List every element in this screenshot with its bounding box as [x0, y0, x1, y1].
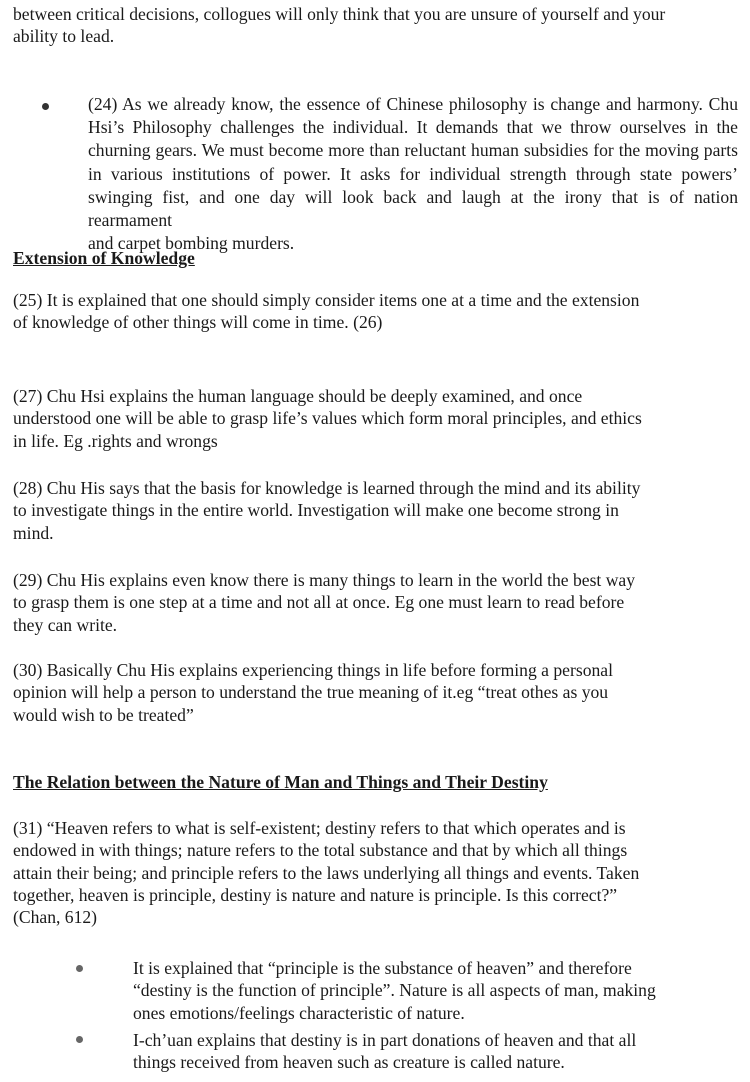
text-line: would wish to be treated” — [13, 704, 194, 725]
paragraph-28 — [13, 477, 738, 544]
text-line: between critical decisions, collogues will only think that you are unsure of yourself and your — [13, 4, 666, 24]
text-line: swinging fist, and one day will look back and laugh at the irony that is of nation rearmament — [88, 186, 738, 231]
text-line: (Chan, 612) — [13, 907, 98, 928]
text-line: (24) As we already know, the essence of Chinese philosophy is change and harmony. Chu — [88, 94, 738, 114]
bullet-item — [133, 957, 738, 1024]
text-line: (25) It is explained that one should simply consider items one at a time and the extension — [13, 290, 640, 310]
bullet-icon — [76, 965, 83, 972]
text-line: to grasp them is one step at a time and not all at once. Eg one must learn to read before — [13, 592, 625, 613]
text-line: (27) Chu Hsi explains the human language should be deeply examined, and once — [13, 386, 583, 406]
paragraph-30 — [13, 659, 738, 726]
text-line: opinion will help a person to understand the true meaning of it.eg “treat othes as you — [13, 682, 609, 703]
paragraph-24 — [88, 93, 738, 255]
text-line: I-ch’uan explains that destiny is in part donations of heaven and that all — [133, 1030, 637, 1050]
text-line: they can write. — [13, 614, 118, 635]
text-line: together, heaven is principle, destiny is nature and nature is principle. Is this correct?” — [13, 884, 618, 905]
section-heading-relation-nature-destiny: The Relation between the Nature of Man and Things and Their Destiny — [13, 772, 548, 792]
section-heading-extension-of-knowledge: Extension of Knowledge — [13, 248, 195, 268]
text-line: things received from heaven such as creature is called nature. — [133, 1052, 565, 1073]
text-line: (29) Chu His explains even know there is many things to learn in the world the best way — [13, 570, 636, 590]
text-line: in various institutions of power. It asks for individual strength through state powers’ — [88, 163, 738, 184]
bullet-icon — [42, 103, 49, 110]
text-line: (28) Chu His says that the basis for knowledge is learned through the mind and its ability — [13, 478, 641, 498]
text-line: to investigate things in the entire world. Investigation will make one become strong in — [13, 500, 619, 521]
text-line: churning gears. We must become more than reluctant human subsidies for the moving parts — [88, 140, 738, 161]
text-line: endowed in with things; nature refers to the total substance and that by which all things — [13, 840, 628, 861]
text-line: attain their being; and principle refers to the laws underlying all things and events. Taken — [13, 862, 640, 883]
bullet-item — [133, 1029, 738, 1074]
intro-paragraph — [13, 3, 738, 48]
text-line: It is explained that “principle is the substance of heaven” and therefore — [133, 958, 632, 978]
text-line: (30) Basically Chu His explains experiencing things in life before forming a personal — [13, 660, 613, 680]
text-line: “destiny is the function of principle”. Nature is all aspects of man, making — [133, 980, 656, 1001]
text-line: in life. Eg .rights and wrongs — [13, 430, 218, 451]
paragraph-25 — [13, 289, 738, 334]
text-line: Hsi’s Philosophy challenges the individual. It demands that we throw ourselves in the — [88, 117, 738, 138]
paragraph-29 — [13, 569, 738, 636]
text-line: understood one will be able to grasp life’s values which form moral principles, and ethics — [13, 408, 642, 429]
text-line: ability to lead. — [13, 26, 115, 47]
text-line: of knowledge of other things will come in time. (26) — [13, 312, 383, 333]
text-line: and carpet bombing murders. — [88, 233, 295, 254]
paragraph-31 — [13, 817, 738, 928]
text-line: mind. — [13, 522, 54, 543]
text-line: (31) “Heaven refers to what is self-existent; destiny refers to that which operates and is — [13, 818, 626, 838]
paragraph-27 — [13, 385, 738, 452]
text-line: ones emotions/feelings characteristic of nature. — [133, 1002, 465, 1023]
bullet-icon — [76, 1036, 83, 1043]
